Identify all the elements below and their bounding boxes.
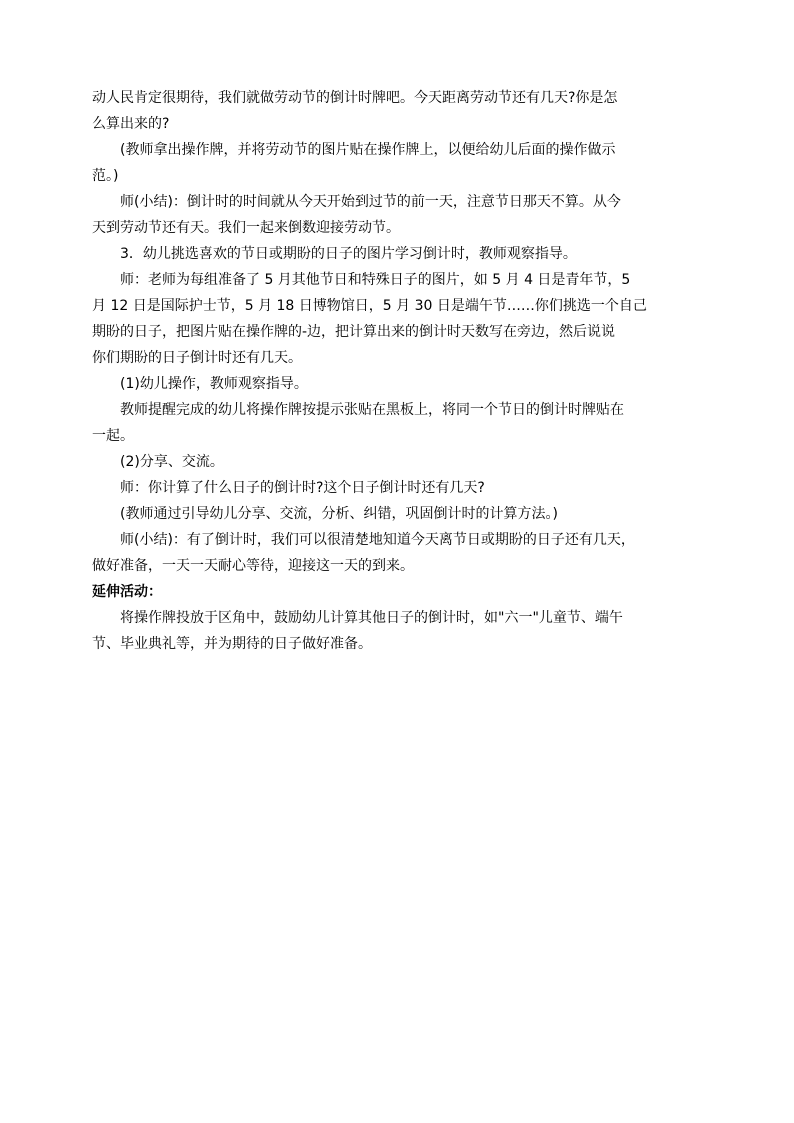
paragraph-line: 教师提醒完成的幼儿将操作牌按提示张贴在黑板上，将同一个节日的倒计时牌贴在 [120,402,624,418]
paragraph-line: 师：你计算了什么日子的倒计时?这个日子倒计时还有几天? [120,480,485,496]
section-heading: 延伸活动： [92,584,162,600]
paragraph-line: 3．幼儿挑选喜欢的节日或期盼的日子的图片学习倒计时，教师观察指导。 [120,246,577,262]
paragraph-line: 做好准备，一天一天耐心等待，迎接这一天的到来。 [92,558,414,574]
paragraph-line: 天到劳动节还有天。我们一起来倒数迎接劳动节。 [92,220,400,236]
paragraph-line: (2)分享、交流。 [120,454,224,470]
paragraph-line: 节、毕业典礼等，并为期待的日子做好准备。 [92,636,372,652]
paragraph-line: 你们期盼的日子倒计时还有几天。 [92,350,302,366]
paragraph-line: 范。) [92,168,119,184]
paragraph-line: 师(小结)：有了倒计时，我们可以很清楚地知道今天离节日或期盼的日子还有几天， [120,532,635,548]
paragraph-line: (教师通过引导幼儿分享、交流，分析、纠错，巩固倒计时的计算方法。) [120,506,558,522]
paragraph-line: (教师拿出操作牌，并将劳动节的图片贴在操作牌上，以便给幼儿后面的操作做示 [120,142,616,158]
paragraph-line: 将操作牌投放于区角中，鼓励幼儿计算其他日子的倒计时，如"六一"儿童节、端午 [120,610,623,626]
paragraph-line: 动人民肯定很期待，我们就做劳动节的倒计时牌吧。今天距离劳动节还有几天?你是怎 [92,90,618,106]
paragraph-line: 一起。 [92,428,134,444]
paragraph-line: 师(小结)：倒计时的时间就从今天开始到过节的前一天，注意节日那天不算。从今 [120,194,621,210]
document-body [92,85,704,657]
paragraph-line: 月 12 日是国际护士节，5 月 18 日博物馆日，5 月 30 日是端午节……你们挑选一个自己 [92,298,647,314]
paragraph-line: 师：老师为每组准备了 5 月其他节日和特殊日子的图片，如 5 月 4 日是青年节，5 [120,272,631,288]
paragraph-line: 期盼的日子，把图片贴在操作牌的-边，把计算出来的倒计时天数写在旁边，然后说说 [92,324,616,340]
paragraph-line: (1)幼儿操作，教师观察指导。 [120,376,308,392]
paragraph-line: 么算出来的? [92,116,170,132]
